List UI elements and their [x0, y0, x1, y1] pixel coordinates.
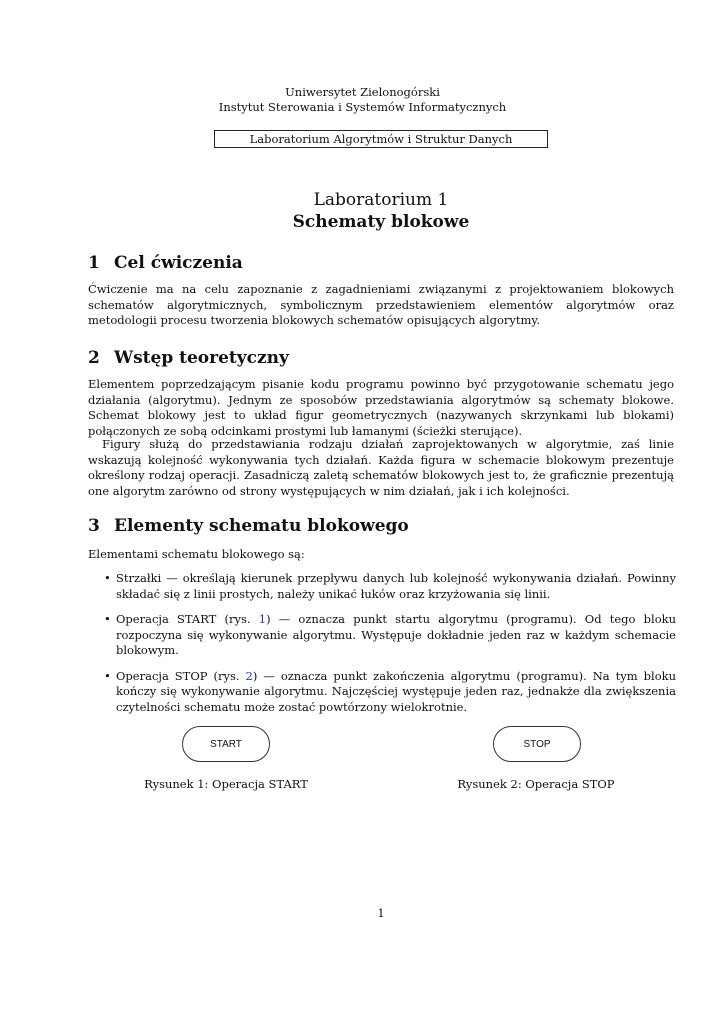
figure-1-reference-link[interactable]: 1 — [258, 612, 267, 626]
section-2-paragraph-2: Figury służą do przedstawiania rodzaju działań zaprojektowanych w algorytmie, zaś linie wskazują kolejność wykonywania tych działań. Każda figura w schemacie blokowym prezentuje określony rodzaj operacji. Zasadniczą zaletą schematów blokowych jest to, że graficznie prezentują one algorytm zarówno od strony występujących w nim działań, jak i ich kolejności. — [88, 437, 674, 498]
section-3-intro: Elementami schematu blokowego są: — [88, 547, 305, 561]
section-number: 3 — [88, 516, 100, 536]
figure-2-reference-link[interactable]: 2 — [245, 668, 253, 683]
section-title: Cel ćwiczenia — [114, 253, 243, 273]
section-heading-2 — [88, 348, 289, 368]
section-heading-1 — [88, 253, 243, 273]
list-item — [100, 612, 676, 659]
lab-topic-title: Schematy blokowe — [292, 212, 470, 232]
elements-list — [100, 571, 676, 725]
stop-terminal-shape: STOP — [493, 726, 581, 762]
list-item — [100, 571, 676, 602]
list-item-text: Strzałki — określają kierunek przepływu danych lub kolejność wykonywania działań. Powinny składać się z linii prostych, należy unikać łuków oraz krzyżowania się linii. — [116, 571, 676, 601]
section-number: 2 — [88, 348, 100, 368]
section-heading-3 — [88, 516, 409, 536]
section-title: Elementy schematu blokowego — [114, 516, 409, 536]
bullet-icon: • — [104, 668, 111, 683]
bullet-icon: • — [104, 612, 111, 626]
start-terminal-shape: START — [182, 726, 270, 762]
figure-2-caption: Rysunek 2: Operacja STOP — [457, 777, 615, 791]
list-item — [100, 669, 676, 716]
lab-number-title: Laboratorium 1 — [313, 190, 449, 210]
section-1-paragraph: Ćwiczenie ma na celu zapoznanie z zagadnieniami związanymi z projektowaniem blokowych schematów algorytmicznych, symbolicznym przedstawieniem elementów algorytmów oraz metodologii procesu tworzenia blokowych schematów opisujących algorytmy. — [88, 282, 674, 327]
figure-1-caption: Rysunek 1: Operacja START — [144, 777, 308, 791]
list-item-text-pre: Operacja STOP (rys. — [116, 668, 246, 683]
university-name: Uniwersytet Zielonogórski — [285, 85, 440, 99]
page-number: 1 — [377, 906, 385, 920]
institute-name: Instytut Sterowania i Systemów Informatycznych — [218, 100, 507, 114]
course-box: Laboratorium Algorytmów i Struktur Danych — [214, 130, 548, 148]
list-item-text-pre: Operacja START (rys. — [116, 612, 259, 626]
section-title: Wstęp teoretyczny — [114, 348, 289, 368]
list-item-text-post: ) — oznacza punkt zakończenia algorytmu (programu). Na tym bloku kończy się wykonywanie algorytmu. Najczęściej występuje jeden raz, jednakże dla zwiększenia czytelności schematu może zostać powtórzony wielokrotnie. — [116, 668, 676, 714]
section-2-paragraph-1: Elementem poprzedzającym pisanie kodu programu powinno być przygotowanie schematu jego działania (algorytmu). Jednym ze sposobów przedstawiania algorytmów są schematy blokowe. Schemat blokowy jest to układ figur geometrycznych (nazywanych skrzynkami lub blokami) połączonych ze sobą odcinkami prostymi lub łamanymi (ścieżki sterujące). — [88, 377, 674, 438]
list-item-text-post: ) — oznacza punkt startu algorytmu (programu). Od tego bloku rozpoczyna się wykonywanie algorytmu. Występuje dokładnie jeden raz w każdym schemacie blokowym. — [116, 612, 676, 657]
section-number: 1 — [88, 253, 100, 273]
bullet-icon: • — [104, 571, 111, 585]
